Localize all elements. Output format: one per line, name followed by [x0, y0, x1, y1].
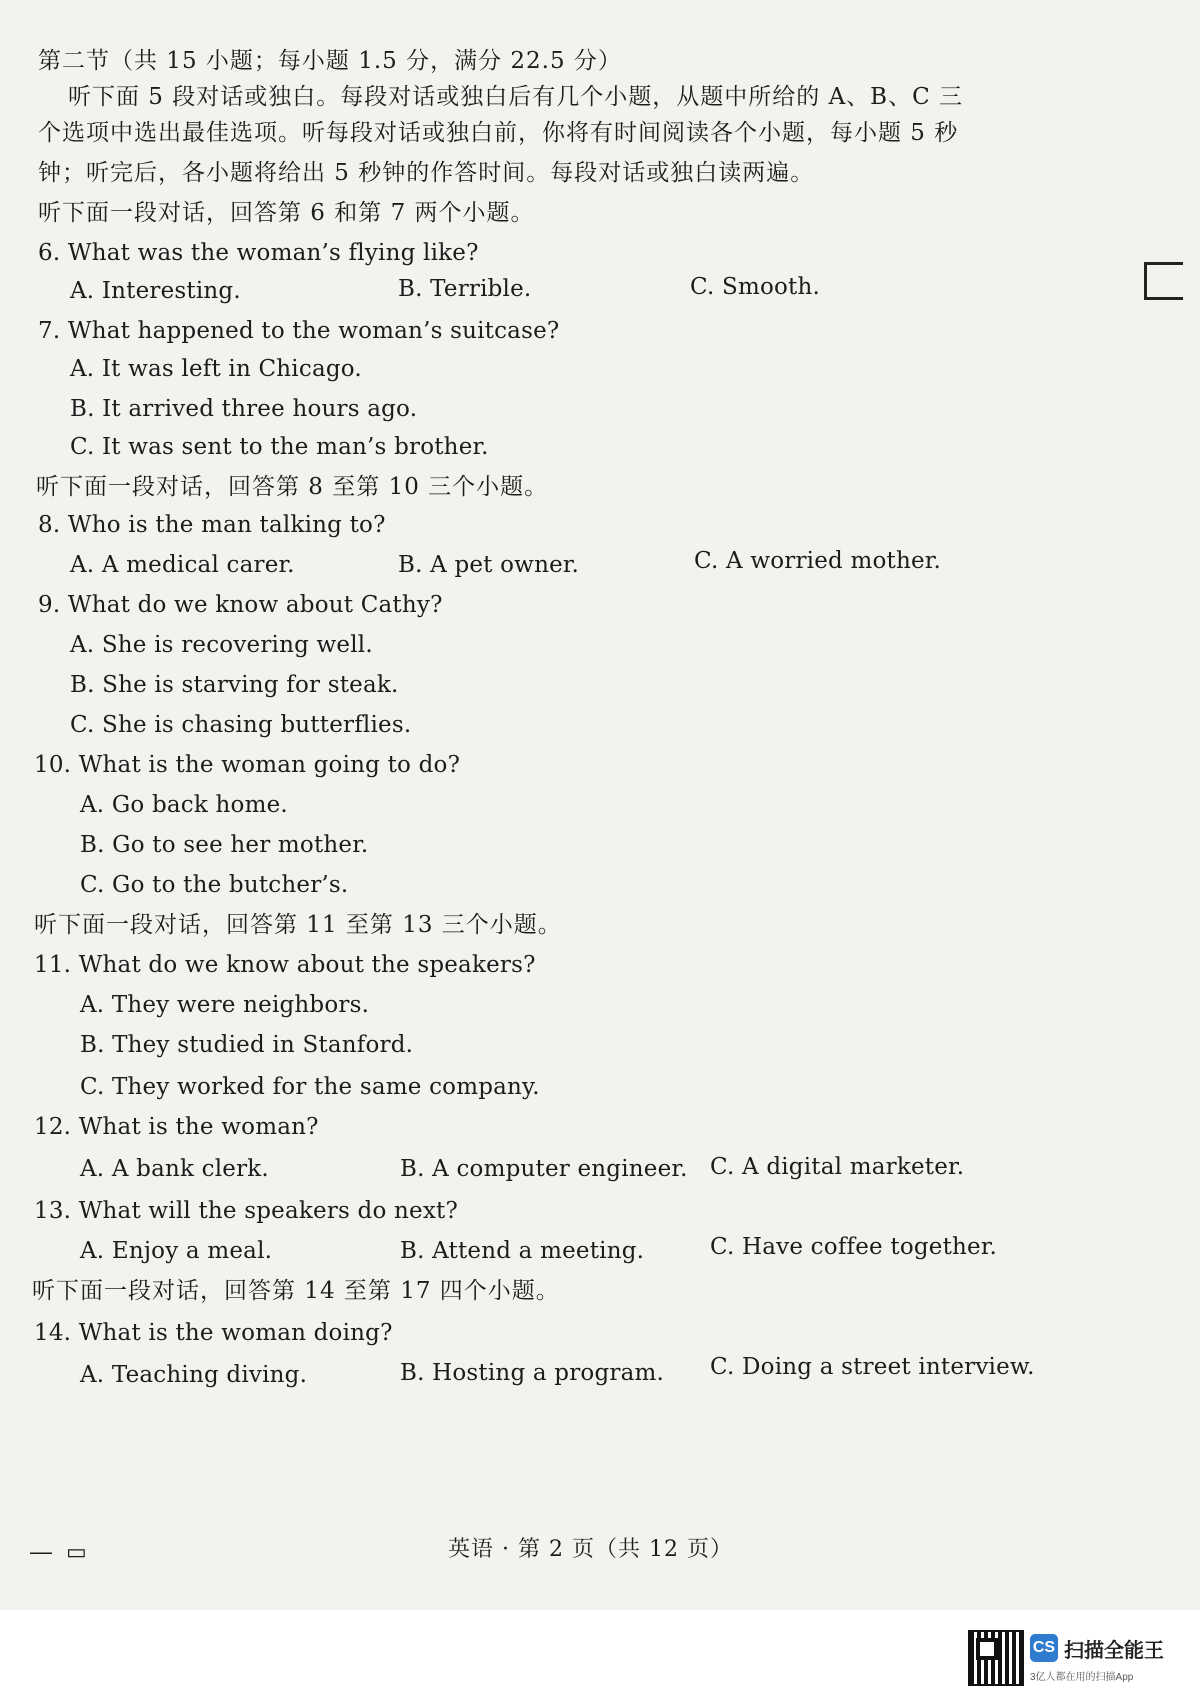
- question-13-stem: 13. What will the speakers do next?: [34, 1198, 459, 1224]
- footer-box-marks: ―▭: [30, 1540, 101, 1565]
- question-14-stem: 14. What is the woman doing?: [34, 1320, 393, 1346]
- question-11-option-b: B. They studied in Stanford.: [80, 1032, 414, 1058]
- scanner-watermark: [968, 1630, 1188, 1696]
- question-14-option-a: A. Teaching diving.: [80, 1362, 308, 1388]
- cs-logo-icon: CS: [1030, 1634, 1058, 1662]
- group-heading-11-13: 听下面一段对话，回答第 11 至第 13 三个小题。: [34, 912, 562, 938]
- question-13-option-a: A. Enjoy a meal.: [80, 1238, 273, 1264]
- section-title: 第二节（共 15 小题；每小题 1.5 分，满分 22.5 分）: [38, 48, 622, 74]
- question-6-option-a: A. Interesting.: [70, 278, 241, 304]
- group-heading-14-17: 听下面一段对话，回答第 14 至第 17 四个小题。: [32, 1278, 560, 1304]
- question-14-option-b: B. Hosting a program.: [400, 1360, 665, 1386]
- question-13-option-c: C. Have coffee together.: [710, 1234, 998, 1260]
- question-12-option-a: A. A bank clerk.: [80, 1156, 269, 1182]
- question-10-option-b: B. Go to see her mother.: [80, 832, 369, 858]
- question-8-option-b: B. A pet owner.: [398, 552, 580, 578]
- question-7-option-c: C. It was sent to the man’s brother.: [70, 434, 489, 460]
- question-12-option-c: C. A digital marketer.: [710, 1154, 965, 1180]
- question-7-option-b: B. It arrived three hours ago.: [70, 396, 418, 422]
- question-11-option-a: A. They were neighbors.: [80, 992, 370, 1018]
- question-8-stem: 8. Who is the man talking to?: [38, 512, 386, 538]
- question-7-stem: 7. What happened to the woman’s suitcase?: [38, 318, 560, 344]
- question-12-option-b: B. A computer engineer.: [400, 1156, 688, 1182]
- question-13-option-b: B. Attend a meeting.: [400, 1238, 645, 1264]
- question-12-stem: 12. What is the woman?: [34, 1114, 319, 1140]
- question-8-option-c: C. A worried mother.: [694, 548, 941, 574]
- question-9-stem: 9. What do we know about Cathy?: [38, 592, 443, 618]
- scanner-app-name: 扫描全能王: [1064, 1640, 1164, 1662]
- instruction-line-3: 钟；听完后，各小题将给出 5 秒钟的作答时间。每段对话或独白读两遍。: [38, 160, 815, 186]
- question-11-option-c: C. They worked for the same company.: [80, 1074, 540, 1100]
- question-7-option-a: A. It was left in Chicago.: [70, 356, 362, 382]
- instruction-line-1: 听下面 5 段对话或独白。每段对话或独白后有几个小题，从题中所给的 A、B、C 三: [68, 84, 963, 110]
- group-heading-6-7: 听下面一段对话，回答第 6 和第 7 两个小题。: [38, 200, 535, 226]
- scanner-tagline: 3亿人都在用的扫描App: [1030, 1672, 1134, 1683]
- page-label: 英语 · 第 2 页（共 12 页）: [448, 1537, 733, 1562]
- question-11-stem: 11. What do we know about the speakers?: [34, 952, 536, 978]
- question-14-option-c: C. Doing a street interview.: [710, 1354, 1035, 1380]
- margin-box-mark: [1144, 262, 1183, 300]
- question-9-option-b: B. She is starving for steak.: [70, 672, 399, 698]
- question-6-stem: 6. What was the woman’s flying like?: [38, 240, 479, 266]
- question-10-stem: 10. What is the woman going to do?: [34, 752, 461, 778]
- question-8-option-a: A. A medical carer.: [70, 552, 295, 578]
- question-6-option-c: C. Smooth.: [690, 274, 821, 300]
- question-9-option-a: A. She is recovering well.: [70, 632, 373, 658]
- qr-code-icon: [968, 1630, 1024, 1686]
- question-10-option-c: C. Go to the butcher’s.: [80, 872, 349, 898]
- question-9-option-c: C. She is chasing butterflies.: [70, 712, 412, 738]
- question-10-option-a: A. Go back home.: [80, 792, 288, 818]
- instruction-line-2: 个选项中选出最佳选项。听每段对话或独白前，你将有时间阅读各个小题，每小题 5 秒: [38, 120, 959, 146]
- question-6-option-b: B. Terrible.: [398, 276, 532, 302]
- group-heading-8-10: 听下面一段对话，回答第 8 至第 10 三个小题。: [36, 474, 549, 500]
